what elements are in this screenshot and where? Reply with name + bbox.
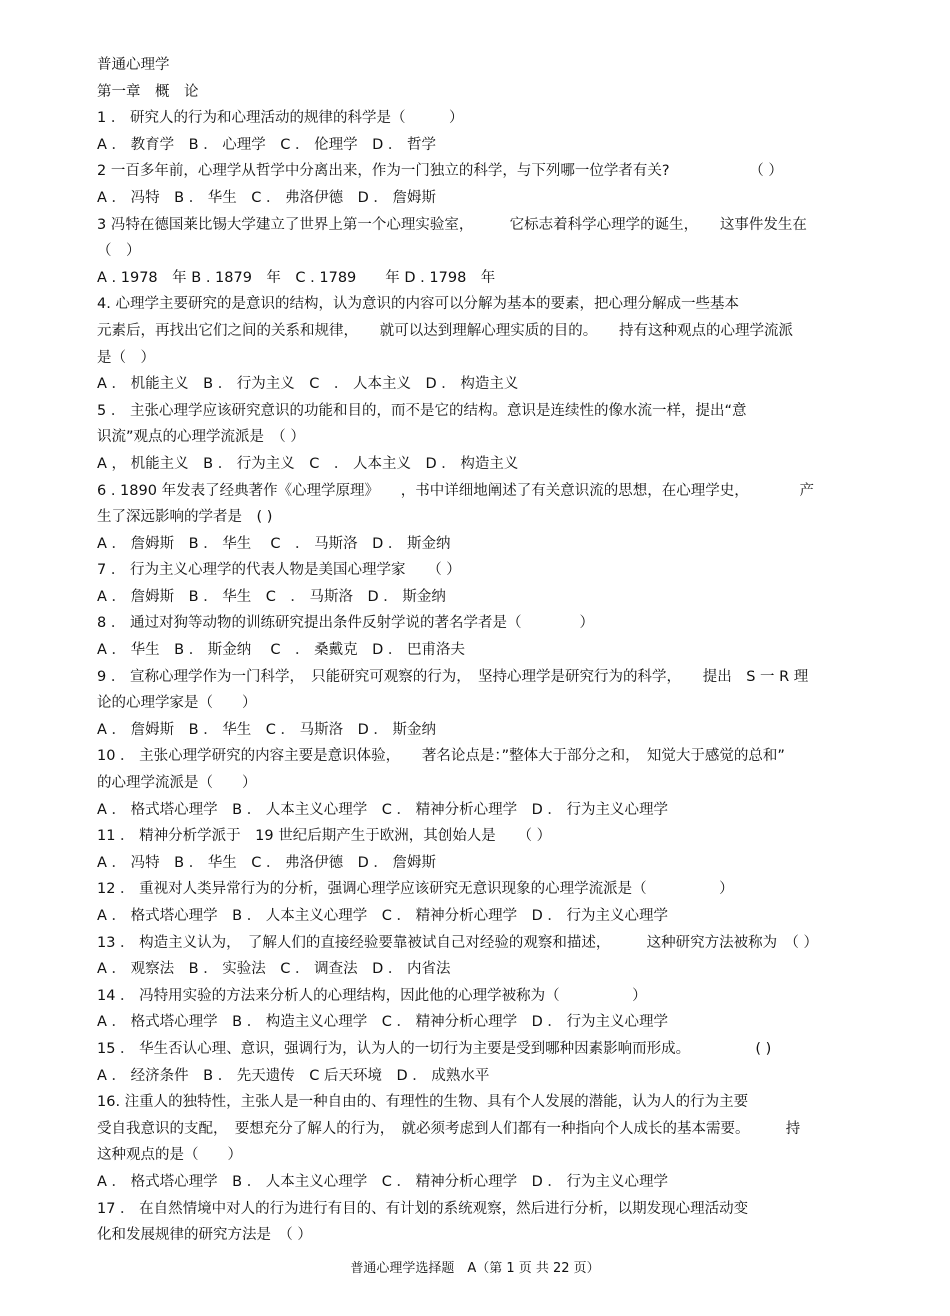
text-line: 这种观点的是（ ）	[97, 1147, 242, 1164]
text-line: 9 ． 宣称心理学作为一门科学， 只能研究可观察的行为， 坚持心理学是研究行为的科学， 提出 S 一 R 理	[97, 668, 809, 685]
text-line: 4. 心理学主要研究的是意识的结构，认为意识的内容可以分解为基本的要素，把心理分解成一些基本	[97, 296, 739, 313]
text-line: 1 ． 研究人的行为和心理活动的规律的科学是（ ）	[97, 110, 464, 127]
text-line: A ． 华生 B ． 斯金纳 C ． 桑戴克 D ． 巴甫洛夫	[97, 642, 466, 659]
text-line: 普通心理学	[97, 57, 170, 73]
document-body	[97, 52, 905, 1249]
text-line: A ． 观察法 B ． 实验法 C ． 调查法 D ． 内省法	[97, 961, 451, 978]
text-line: 的心理学流派是（ ）	[97, 775, 257, 792]
text-line: 论的心理学家是（ ）	[97, 695, 257, 712]
text-line: 15 ． 华生否认心理、意识，强调行为，认为人的一切行为主要是受到哪种因素影响而形成。 ( )	[97, 1040, 772, 1057]
text-line: 13 ． 构造主义认为， 了解人们的直接经验要靠被试自己对经验的观察和描述， 这种研究方法被称为 （ ）	[97, 934, 819, 951]
text-line: A ． 格式塔心理学 B ． 人本主义心理学 C ． 精神分析心理学 D ． 行为主义心理学	[97, 908, 669, 924]
text-line: A ． 格式塔心理学 B ． 构造主义心理学 C ． 精神分析心理学 D ． 行为主义心理学	[97, 1014, 669, 1031]
text-line: 11 ． 精神分析学派于 19 世纪后期产生于欧洲，其创始人是 （ ）	[97, 828, 552, 845]
text-line: A ． 经济条件 B ． 先天遗传 C 后天环境 D ． 成熟水平	[97, 1067, 490, 1084]
text-line: 16. 注重人的独特性，主张人是一种自由的、有理性的生物、具有个人发展的潜能，认为人的行为主要	[97, 1094, 749, 1111]
text-line: A ． 詹姆斯 B ． 华生 C ． 马斯洛 D ． 斯金纳	[97, 588, 446, 605]
text-line: A ． 冯特 B ． 华生 C ． 弗洛伊德 D ． 詹姆斯	[97, 854, 437, 871]
text-line: A ． 冯特 B ． 华生 C ． 弗洛伊德 D ． 詹姆斯	[97, 189, 437, 206]
text-line: 3 冯特在德国莱比锡大学建立了世界上第一个心理实验室， 它标志着科学心理学的诞生， 这事件发生在	[97, 216, 807, 233]
text-line: 12 ． 重视对人类异常行为的分析，强调心理学应该研究无意识现象的心理学流派是（ ）	[97, 881, 734, 898]
text-line: 生了深远影响的学者是 ( )	[97, 509, 273, 526]
text-line: 5 ． 主张心理学应该研究意识的功能和目的，而不是它的结构。意识是连续性的像水流一样，提出“意	[97, 402, 747, 419]
text-line: 14 ． 冯特用实验的方法来分析人的心理结构，因此他的心理学被称为（ ）	[97, 987, 647, 1004]
text-line: 是（ ）	[97, 349, 155, 366]
text-line: 受自我意识的支配， 要想充分了解人的行为， 就必须考虑到人们都有一种指向个人成长的基本需要。 持	[97, 1120, 801, 1137]
text-line: A ． 机能主义 B ． 行为主义 C ． 人本主义 D ． 构造主义	[97, 376, 519, 393]
text-line: 第一章 概 论	[97, 83, 199, 100]
text-line: A ． 詹姆斯 B ． 华生 C ． 马斯洛 D ． 斯金纳	[97, 721, 437, 738]
text-line: A ． 格式塔心理学 B ． 人本主义心理学 C ． 精神分析心理学 D ． 行为主义心理学	[97, 1173, 669, 1190]
text-line: 17 ． 在自然情境中对人的行为进行有目的、有计划的系统观察，然后进行分析，以期发现心理活动变	[97, 1200, 749, 1217]
text-line: 6 . 1890 年发表了经典著作《心理学原理》 ，书中详细地阐述了有关意识流的思想，在心理学史， 产	[97, 482, 815, 499]
text-line: 识流”观点的心理学流派是 （ ）	[97, 429, 305, 446]
text-line: 2 一百多年前，心理学从哲学中分离出来，作为一门独立的科学，与下列哪一位学者有关? （ ）	[97, 163, 783, 180]
text-line: （ ）	[97, 243, 141, 260]
text-line: 化和发展规律的研究方法是 （ ）	[97, 1227, 312, 1244]
page-footer: 普通心理学选择题 A（第 1 页 共 22 页）	[350, 1261, 600, 1276]
text-line: 8 ． 通过对狗等动物的训练研究提出条件反射学说的著名学者是（ ）	[97, 615, 594, 632]
text-line: A ． 詹姆斯 B ． 华生 C ． 马斯洛 D ． 斯金纳	[97, 535, 451, 552]
text-line: A ， 机能主义 B ． 行为主义 C ． 人本主义 D ． 构造主义	[97, 455, 519, 472]
text-line: A ． 教育学 B ． 心理学 C ． 伦理学 D ． 哲学	[97, 136, 437, 153]
text-line: 元素后，再找出它们之间的关系和规律， 就可以达到理解心理实质的目的。 持有这种观点的心理学流派	[97, 322, 793, 339]
text-line: A . 1978 年 B . 1879 年 C . 1789 年 D . 1798 年	[97, 269, 496, 286]
text-line: 7 ． 行为主义心理学的代表人物是美国心理学家 （ ）	[97, 562, 461, 579]
text-line: 10 ． 主张心理学研究的内容主要是意识体验， 著名论点是：”整体大于部分之和， 知觉大于感觉的总和”	[97, 748, 785, 765]
text-line: A ． 格式塔心理学 B ． 人本主义心理学 C ． 精神分析心理学 D ． 行为主义心理学	[97, 801, 669, 818]
